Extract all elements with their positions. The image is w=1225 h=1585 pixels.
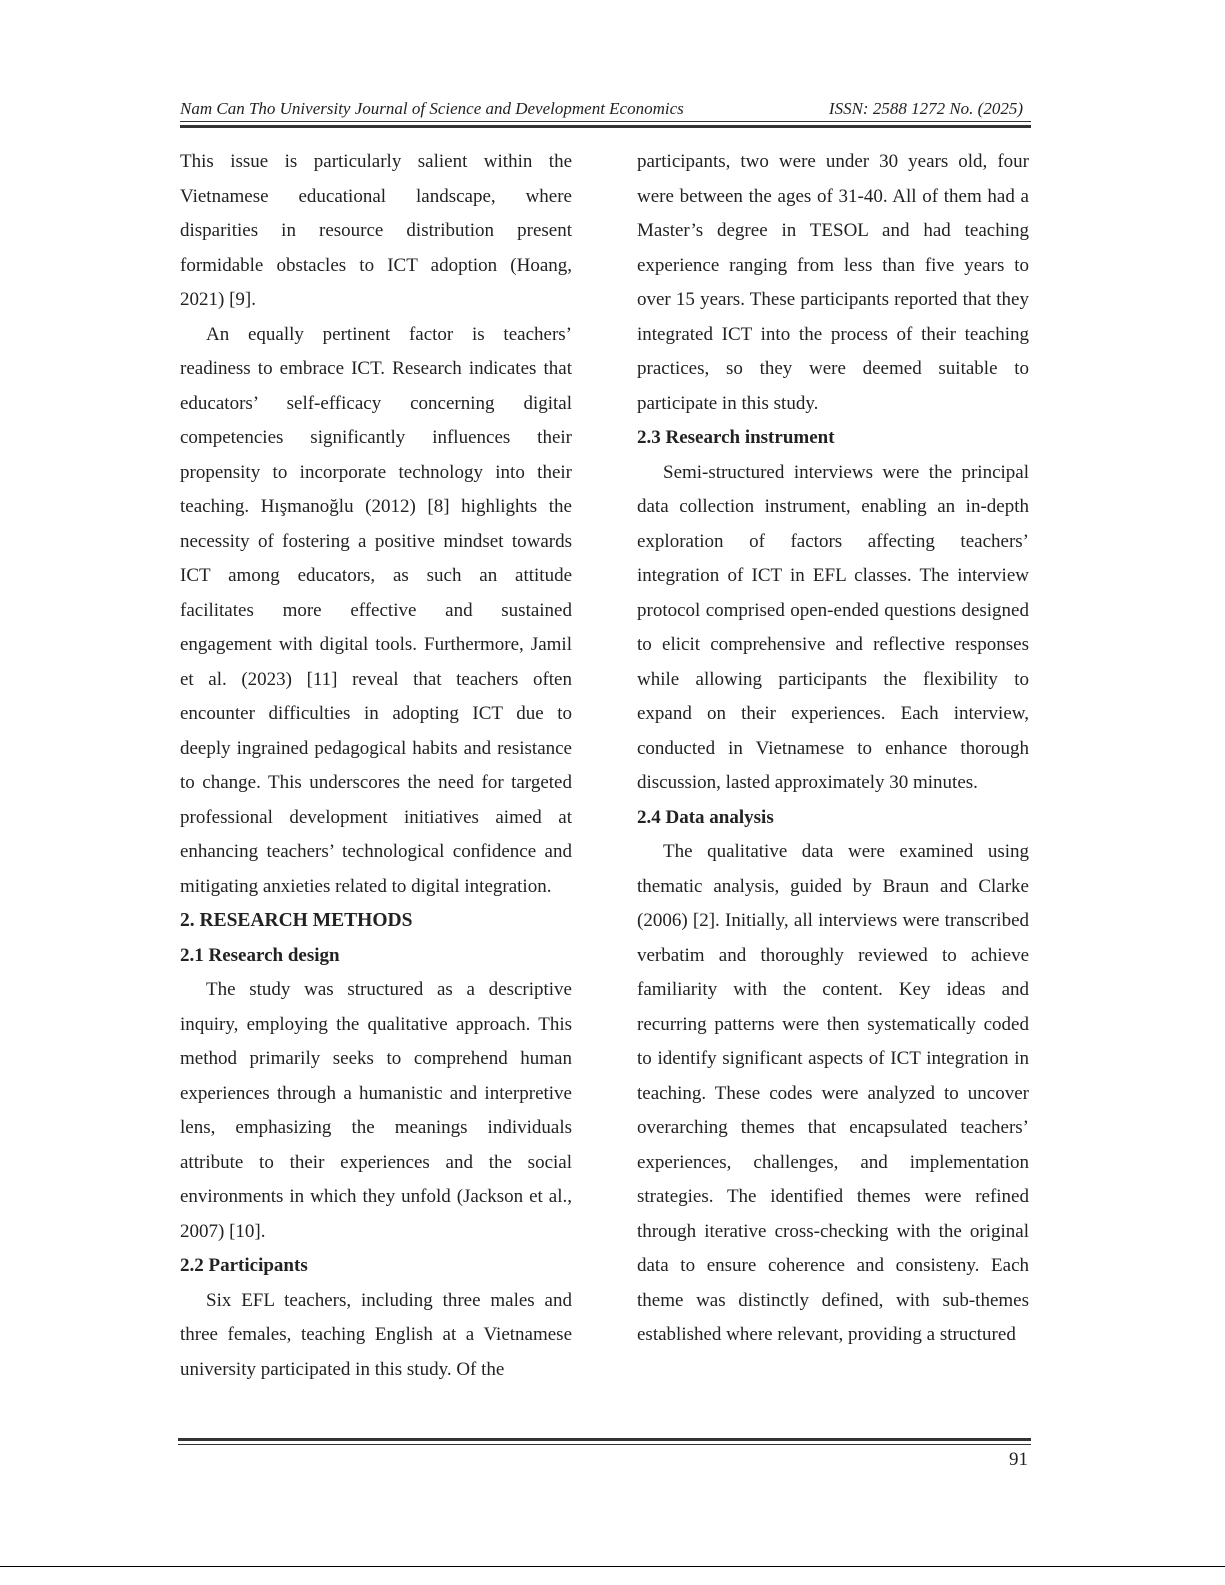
subsection-heading: 2.4 Data analysis: [637, 806, 774, 828]
paragraph: An equally pertinent factor is teachers’ readiness to embrace ICT. Research indicates that educators’ self-efficacy concerning digital competencies significantly influences their propensity to incorporate technology into their teaching. Hışmanoğlu (2012) [8] highlights the necessity of fostering a positive mindset towards ICT among educators, as such an attitude facilitates more effective and sustained engagement with digital tools. Furthermore, Jamil et al. (2023) [11] reveal that teachers often encounter difficulties in adopting ICT due to deeply ingrained pedagogical habits and resistance to change. This underscores the need for targeted professional development initiatives aimed at enhancing teachers’ technological confidence and mitigating anxieties related to digital integration.: [180, 323, 572, 897]
section-heading: 2. RESEARCH METHODS: [180, 910, 413, 931]
paragraph: The qualitative data were examined using thematic analysis, guided by Braun and Clarke (2006) [2]. Initially, all interviews were transcribed verbatim and thoroughly reviewed to achieve familiarity with the content. Key ideas and recurring patterns were then systematically coded to identify significant aspects of ICT integration in teaching. These codes were analyzed to uncover overarching themes that encapsulated teachers’ experiences, challenges, and implementation strategies. The identified themes were refined through iterative cross-checking with the original data to ensure coherence and consisteny. Each theme was distinctly defined, with sub-themes established where relevant, providing a structured: [637, 841, 1029, 1345]
footer-rule-thin: [178, 1444, 1031, 1445]
paragraph: participants, two were under 30 years old, four were between the ages of 31-40. All of them had a Master’s degree in TESOL and had teaching experience ranging from less than five years to over 15 years. These participants reported that they integrated ICT into the process of their teaching practices, so they were deemed suitable to participate in this study.: [637, 151, 1029, 414]
running-header: [180, 96, 1031, 122]
right-column: [637, 145, 1029, 1353]
paragraph: This issue is particularly salient within the Vietnamese educational landscape, where disparities in resource distribution present formidable obstacles to ICT adoption (Hoang, 2021) [9].: [180, 151, 572, 310]
issn-number: ISSN: 2588 1272 No. (2025): [828, 99, 1023, 118]
scan-edge-line: [0, 1566, 1225, 1567]
paragraph: Six EFL teachers, including three males and three females, teaching English at a Vietnamese university participated in this study. Of the: [180, 1289, 572, 1380]
footer-rule-thick: [178, 1438, 1031, 1441]
paragraph: Semi-structured interviews were the principal data collection instrument, enabling an in-depth exploration of factors affecting teachers’ integration of ICT in EFL classes. The interview protocol comprised open-ended questions designed to elicit comprehensive and reflective responses while allowing participants the flexibility to expand on their experiences. Each interview, conducted in Vietnamese to enhance thorough discussion, lasted approximately 30 minutes.: [637, 461, 1029, 793]
journal-name: Nam Can Tho University Journal of Science and Development Economics: [180, 99, 684, 118]
paragraph: The study was structured as a descriptive inquiry, employing the qualitative approach. This method primarily seeks to comprehend human experiences through a humanistic and interpretive lens, emphasizing the meanings individuals attribute to their experiences and the social environments in which they unfold (Jackson et al., 2007) [10].: [180, 979, 572, 1242]
subsection-heading: 2.3 Research instrument: [637, 427, 835, 448]
subsection-heading: 2.2 Participants: [180, 1255, 308, 1276]
header-rule-thin: [180, 121, 1031, 122]
subsection-heading: 2.1 Research design: [180, 944, 340, 966]
page-number: 91: [1009, 1449, 1028, 1470]
left-column: [180, 145, 572, 1387]
header-rule-thick: [180, 125, 1031, 128]
